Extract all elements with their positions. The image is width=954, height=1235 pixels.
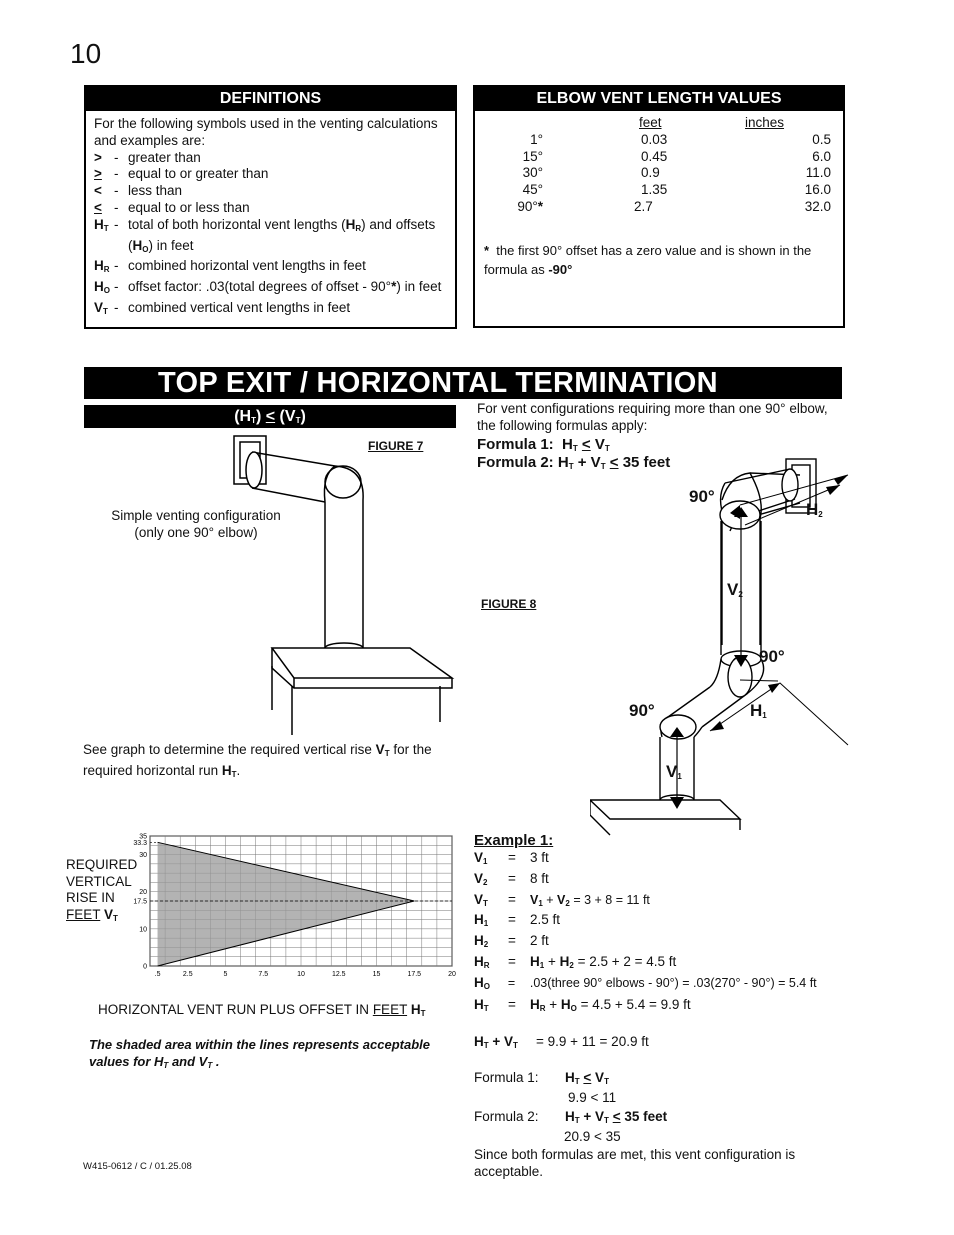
fig8-v2: $V_2$ (727, 580, 743, 599)
elbow-table (475, 111, 843, 216)
x-tick-label: 17.5 (407, 971, 422, 978)
elbow-title: ELBOW VENT LENGTH VALUES (475, 87, 843, 111)
fig8-90-low: 90° (629, 701, 655, 720)
def-less-equal: < - equal to or less than (94, 199, 250, 215)
y-tick-label: 10 (139, 926, 147, 934)
formulas-intro: For vent configurations requiring more than one 90° elbow, the following formulas apply: (477, 401, 828, 433)
fig8-90-top: 90° (689, 487, 715, 506)
x-tick-label: 12.5 (331, 971, 346, 978)
ex-ho: $H_O$ = .03(three 90° elbows - 90°) = .03(270° - 90°) = 5.4 ft (474, 974, 817, 991)
ex-vt: $V_T$ = $V_1 + V_2 = 3 + 8 = 11$ ft (474, 891, 650, 908)
formula-1: Formula 1: $H_T < V_T$ (477, 436, 610, 453)
ex-formula1: Formula 1: $H_T < V_T$ (474, 1070, 609, 1087)
def-ht: $H_T$ - total of both horizontal vent lengths $(H_R)$ and offsets $(H_O)$ in feet (94, 216, 436, 254)
definitions-title: DEFINITIONS (86, 87, 455, 111)
page-number: 10 (70, 38, 102, 69)
elbow-row: 30° 0.9 11.0 (522, 165, 831, 181)
chart-y-label: REQUIRED VERTICAL RISE IN FEET $V_T$ (66, 857, 138, 923)
x-tick-label: 7.5 (258, 971, 269, 978)
ex-ht: $H_T$ = $H_R + H_O = 4.5 + 5.4 = 9.9$ ft (474, 996, 691, 1013)
main-title: TOP EXIT / HORIZONTAL TERMINATION (84, 367, 842, 399)
definitions-body (86, 111, 455, 326)
chart-x-label: HORIZONTAL VENT RUN PLUS OFFSET IN FEET $H_T$ (98, 1002, 426, 1018)
elbow-row: 1° 0.03 0.5 (530, 131, 831, 147)
x-tick-label: 10 (297, 971, 305, 978)
figure7-drawing (230, 430, 460, 740)
y-tick-label: 33.3 (133, 839, 147, 847)
x-tick-label: 2.5 (182, 971, 193, 978)
x-tick-label: 5 (223, 971, 228, 978)
def-vt: $V_T$ - combined vertical vent lengths in feet (94, 299, 351, 316)
def-greater: > - greater than (94, 149, 201, 165)
ex-formula1-calc: 9.9 < 11 (568, 1090, 617, 1106)
elbow-row: 15° 0.45 6.0 (522, 148, 831, 164)
ex-h1: $H_1$ = 2.5 ft (474, 912, 561, 929)
y-tick-label: 35 (139, 833, 147, 841)
ex-formula2: Formula 2: $H_T + V_T < 35$ feet (474, 1109, 668, 1126)
def-greater-equal: > - equal to or greater than (94, 166, 269, 182)
fig8-h2: $H_2$ (806, 500, 823, 519)
formula-2: Formula 2: $H_T + V_T < 35$ feet (477, 454, 671, 471)
formula-bar: $(H_T) < (V_T)$ (84, 405, 456, 428)
ex-formula2-calc: 20.9 < 35 (564, 1128, 621, 1144)
elbow-vent-box (473, 85, 845, 328)
ex-v2: $V_2$ = 8 ft (474, 870, 549, 887)
ex-v1: $V_1$ = 3 ft (474, 850, 549, 866)
y-tick-label: 0 (143, 963, 147, 971)
def-ho: $H_O$ - offset factor: .03(total degrees of offset - 90°*) in feet (94, 279, 442, 296)
ex-conclusion: Since both formulas are met, this vent configuration is acceptable. (474, 1146, 796, 1179)
def-hr: $H_R$ - combined horizontal vent lengths in feet (94, 258, 366, 275)
figure8-label: FIGURE 8 (481, 597, 537, 611)
graph-intro-text: See graph to determine the required vertical rise $V_T$ for the required horizontal run $H_T$. (83, 742, 432, 779)
y-tick-label: 17.5 (133, 898, 147, 906)
elbow-row: 90°* 2.7 32.0 (517, 198, 831, 214)
elbow-note: * the first 90° offset has a zero value and is shown in the formula as -90° (484, 243, 812, 277)
shaded-note: The shaded area within the lines represents acceptable values for $H_T$ and $V_T$ . (89, 1037, 431, 1070)
fig8-h1: $H_1$ (750, 701, 767, 720)
x-tick-label: 15 (372, 971, 381, 978)
figure7-label: FIGURE 7 (368, 439, 424, 453)
example-title: Example 1: (474, 832, 554, 849)
def-less: < - less than (94, 183, 183, 199)
elbow-header-row: feet inches (639, 115, 785, 130)
fig8-v1: $V_1$ (666, 762, 682, 781)
vent-chart (110, 828, 460, 983)
definitions-box (84, 85, 457, 329)
example-1 (474, 832, 849, 1181)
definitions-intro: For the following symbols used in the venting calculations and examples are: (94, 116, 438, 148)
simple-venting-text: Simple venting configuration (only one 90° elbow) (111, 508, 281, 540)
y-tick-label: 30 (139, 852, 147, 860)
y-tick-label: 20 (139, 889, 147, 897)
document-code: W415-0612 / C / 01.25.08 (83, 1161, 192, 1172)
elbow-row: 45° 1.35 16.0 (522, 182, 831, 198)
ex-hr: $H_R$ = $H_1 + H_2 = 2.5 + 2 = 4.5$ ft (474, 953, 677, 970)
ex-h2: $H_2$ = 2 ft (474, 933, 549, 950)
x-tick-label: 20 (448, 971, 456, 978)
fig8-90-mid: 90° (759, 647, 785, 666)
ex-sum: $H_T + V_T$ = 9.9 + 11 = 20.9 ft (474, 1033, 649, 1050)
x-tick-label: .5 (154, 971, 161, 978)
